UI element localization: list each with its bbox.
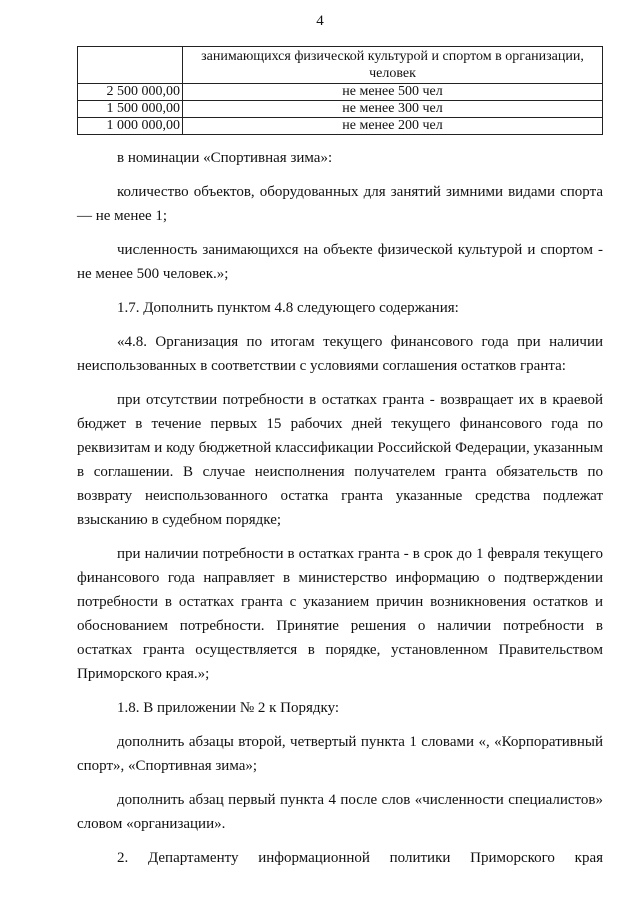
paragraph-item-1-7: 1.7. Дополнить пунктом 4.8 следующего содержания: — [117, 300, 459, 316]
requirement-cell: не менее 200 чел — [183, 118, 603, 135]
table-row — [78, 101, 603, 118]
paragraph-participants-count: численность занимающихся на объекте физической культурой и спортом - не менее 500 человек.»; — [77, 242, 603, 282]
paragraph-need: при наличии потребности в остатках гранта - в срок до 1 февраля текущего финансового года направляет в министерство информацию о подтверждении потребности в остатках гранта с указанием причин возникновения остатков и обоснованием потребности. Принятие решения о наличии потребности в остатках гранта осуществляется в порядке, установленном Правительством Приморского края.»; — [77, 546, 603, 682]
document-body — [77, 146, 603, 880]
requirement-cell: не менее 300 чел — [183, 101, 603, 118]
paragraph-amend-item-1: дополнить абзацы второй, четвертый пункта 1 словами «, «Корпоративный спорт», «Спортивная зима»; — [77, 734, 603, 774]
paragraph-nomination: в номинации «Спортивная зима»: — [117, 150, 333, 166]
amount-cell: 2 500 000,00 — [78, 84, 183, 101]
table-header-cell-amount — [78, 47, 183, 84]
amount-cell: 1 500 000,00 — [78, 101, 183, 118]
table-header-cell-participants: занимающихся физической культурой и спортом в организации, человек — [183, 47, 603, 84]
paragraph-amend-item-4: дополнить абзац первый пункта 4 после слов «численности специалистов» словом «организации». — [77, 792, 603, 832]
paragraph-item-2: 2. Департаменту информационной политики Приморского края — [117, 850, 603, 866]
requirement-cell: не менее 500 чел — [183, 84, 603, 101]
grant-table — [77, 46, 603, 135]
page-number: 4 — [316, 13, 324, 29]
amount-cell: 1 000 000,00 — [78, 118, 183, 135]
paragraph-item-1-8: 1.8. В приложении № 2 к Порядку: — [117, 700, 340, 716]
table-row — [78, 84, 603, 101]
paragraph-item-4-8: «4.8. Организация по итогам текущего финансового года при наличии неиспользованных в соответствии с условиями соглашения остатков гранта: — [77, 334, 603, 374]
paragraph-objects-count: количество объектов, оборудованных для занятий зимними видами спорта — не менее 1; — [77, 184, 603, 224]
table-header-row — [78, 47, 603, 84]
paragraph-no-need: при отсутствии потребности в остатках гранта - возвращает их в краевой бюджет в течение первых 15 рабочих дней текущего финансового года по реквизитам и коду бюджетной классификации Российской Федерации, указанным в соглашении. В случае неисполнения получателем гранта обязательств по возврату неиспользованного остатка гранта указанные средства подлежат взысканию в судебном порядке; — [77, 392, 603, 528]
table-row — [78, 118, 603, 135]
